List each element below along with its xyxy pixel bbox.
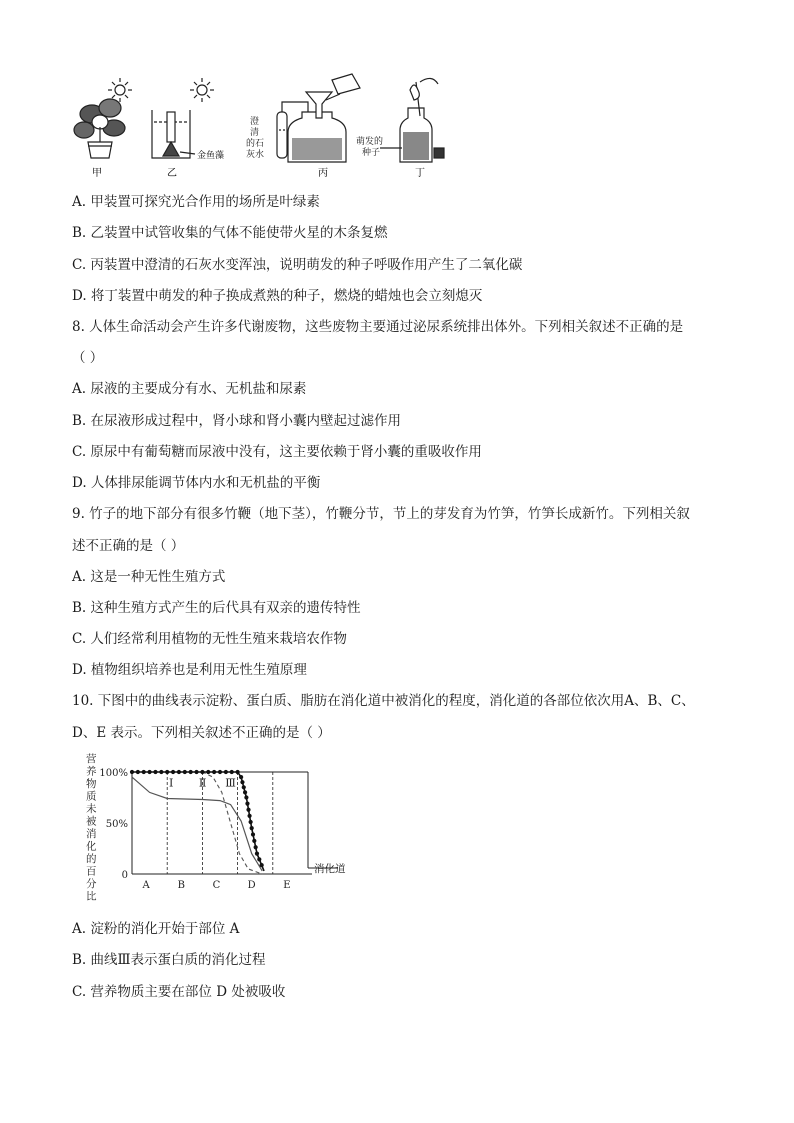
label-ding: 丁 bbox=[415, 168, 425, 179]
series-dot bbox=[183, 770, 187, 774]
candle-apparatus bbox=[380, 78, 444, 162]
series-dot bbox=[260, 863, 264, 867]
y-tick-label: 0 bbox=[121, 870, 128, 881]
label-seeds bbox=[356, 135, 383, 158]
svg-text:澄: 澄 bbox=[250, 117, 260, 127]
series-dot bbox=[230, 770, 234, 774]
series-dot bbox=[218, 770, 222, 774]
y-label-char: 被 bbox=[86, 815, 97, 828]
series-dot bbox=[177, 770, 181, 774]
q10-option-a[interactable]: A. 淀粉的消化开始于部位 A bbox=[72, 921, 240, 937]
y-label-char: 的 bbox=[86, 853, 97, 865]
svg-text:的石: 的石 bbox=[246, 139, 265, 149]
series-dot bbox=[243, 790, 247, 794]
series-dot bbox=[194, 770, 198, 774]
series-dot bbox=[245, 802, 249, 806]
q9-option-d[interactable]: D. 植物组织培养也是利用无性生殖原理 bbox=[72, 662, 307, 678]
series-dot bbox=[244, 795, 248, 799]
series-dot bbox=[165, 770, 169, 774]
respiration-apparatus bbox=[277, 74, 360, 162]
series-dot bbox=[250, 826, 254, 830]
label-bing: 丙 bbox=[318, 168, 328, 179]
series-dot bbox=[136, 770, 140, 774]
svg-text:清: 清 bbox=[250, 128, 260, 138]
q7-option-a[interactable]: A. 甲装置可探究光合作用的场所是叶绿素 bbox=[72, 194, 320, 210]
q9-option-a[interactable]: A. 这是一种无性生殖方式 bbox=[72, 569, 226, 585]
y-label-char: 营 bbox=[86, 753, 97, 765]
series-dot bbox=[247, 814, 251, 818]
y-label-char: 质 bbox=[86, 790, 97, 803]
q8-option-d[interactable]: D. 人体排尿能调节体内水和无机盐的平衡 bbox=[72, 475, 321, 491]
q10-option-c[interactable]: C. 营养物质主要在部位 D 处被吸收 bbox=[72, 984, 286, 1000]
x-tick-label: E bbox=[283, 880, 291, 891]
y-label-char: 百 bbox=[86, 865, 97, 878]
q8-stem: 8. 人体生命活动会产生许多代谢废物，这些废物主要通过泌尿系统排出体外。下列相关叙述不正确的是 bbox=[72, 319, 684, 335]
chart-y-label bbox=[86, 752, 97, 903]
series-dot bbox=[189, 770, 193, 774]
x-axis-label: 消化道 bbox=[314, 863, 346, 875]
x-tick-label: A bbox=[142, 880, 150, 891]
series-dot bbox=[153, 770, 157, 774]
series-line-1 bbox=[132, 777, 262, 871]
q8-answer-paren: （ ） bbox=[72, 350, 104, 366]
q10-stem-line1: 10. 下图中的曲线表示淀粉、蛋白质、脂肪在消化道中被消化的程度，消化道的各部位依次用A、B、C、 bbox=[72, 693, 695, 709]
q8-option-b[interactable]: B. 在尿液形成过程中，肾小球和肾小囊内壁起过滤作用 bbox=[72, 413, 402, 429]
series-dot bbox=[246, 808, 250, 812]
svg-text:灰水: 灰水 bbox=[246, 150, 265, 160]
q8-option-a[interactable]: A. 尿液的主要成分有水、无机盐和尿素 bbox=[72, 381, 307, 397]
series-dot bbox=[254, 845, 258, 849]
series-dot bbox=[171, 770, 175, 774]
series-dot bbox=[251, 832, 255, 836]
beaker-apparatus bbox=[152, 78, 214, 158]
q9-option-b[interactable]: B. 这种生殖方式产生的后代具有双亲的遗传特性 bbox=[72, 600, 361, 616]
q10-stem-line2: D、E 表示。下列相关叙述不正确的是（ ） bbox=[72, 725, 331, 741]
series-dot bbox=[252, 839, 256, 843]
series-dot bbox=[206, 770, 210, 774]
y-label-char: 物 bbox=[86, 778, 97, 790]
sun-icon-jia bbox=[108, 78, 132, 102]
y-label-char: 化 bbox=[86, 840, 97, 853]
series-label-3: Ⅲ bbox=[225, 776, 236, 790]
y-label-char: 消 bbox=[86, 828, 97, 840]
series-label-1: Ⅰ bbox=[168, 776, 174, 790]
series-dot bbox=[257, 857, 261, 861]
x-tick-label: C bbox=[212, 880, 221, 891]
label-limewater bbox=[246, 115, 264, 160]
series-dot bbox=[242, 785, 246, 789]
q7-option-b[interactable]: B. 乙装置中试管收集的气体不能使带火星的木条复燃 bbox=[72, 225, 388, 241]
q7-option-d[interactable]: D. 将丁装置中萌发的种子换成煮熟的种子，燃烧的蜡烛也会立刻熄灭 bbox=[72, 288, 483, 304]
x-tick-label: B bbox=[177, 880, 185, 891]
y-label-char: 分 bbox=[86, 878, 97, 890]
sun-icon-yi bbox=[190, 78, 214, 102]
q9-option-c[interactable]: C. 人们经常利用植物的无性生殖来栽培农作物 bbox=[72, 631, 347, 647]
chart-ticks bbox=[99, 768, 346, 891]
q8-option-c[interactable]: C. 原尿中有葡萄糖而尿液中没有，这主要依赖于肾小囊的重吸收作用 bbox=[72, 444, 482, 460]
series-dot bbox=[212, 770, 216, 774]
q7-option-c[interactable]: C. 丙装置中澄清的石灰水变浑浊，说明萌发的种子呼吸作用产生了二氧化碳 bbox=[72, 257, 523, 273]
q9-stem-line2: 述不正确的是（ ） bbox=[72, 538, 185, 554]
y-label-char: 比 bbox=[86, 890, 97, 903]
series-dot bbox=[130, 770, 134, 774]
series-dot bbox=[159, 770, 163, 774]
chart-series bbox=[130, 770, 264, 874]
svg-text:萌发的: 萌发的 bbox=[356, 137, 384, 147]
label-yi: 乙 bbox=[167, 168, 177, 179]
x-tick-label: D bbox=[247, 880, 256, 891]
q10-option-b[interactable]: B. 曲线Ⅲ表示蛋白质的消化过程 bbox=[72, 952, 266, 968]
y-label-char: 未 bbox=[86, 803, 97, 815]
series-dot bbox=[239, 775, 243, 779]
series-dot bbox=[255, 852, 259, 856]
label-jinyuzao: 金鱼藻 bbox=[197, 151, 225, 161]
series-dot bbox=[148, 770, 152, 774]
series-dot bbox=[142, 770, 146, 774]
series-dot bbox=[224, 770, 228, 774]
label-jia: 甲 bbox=[92, 168, 102, 179]
svg-text:种子: 种子 bbox=[362, 148, 381, 158]
y-tick-label: 100% bbox=[99, 768, 128, 779]
series-label-2: Ⅱ bbox=[198, 776, 207, 790]
series-dot bbox=[249, 820, 253, 824]
digestion-chart bbox=[80, 752, 370, 912]
series-dot bbox=[236, 770, 240, 774]
series-dot bbox=[240, 780, 244, 784]
y-tick-label: 50% bbox=[105, 819, 128, 830]
apparatus-figure bbox=[70, 72, 450, 180]
plant-apparatus bbox=[74, 78, 132, 158]
series-dot bbox=[200, 770, 204, 774]
y-label-char: 养 bbox=[86, 765, 97, 778]
q9-stem-line1: 9. 竹子的地下部分有很多竹鞭（地下茎），竹鞭分节，节上的芽发育为竹笋，竹笋长成新竹。下列相关叙 bbox=[72, 506, 690, 522]
